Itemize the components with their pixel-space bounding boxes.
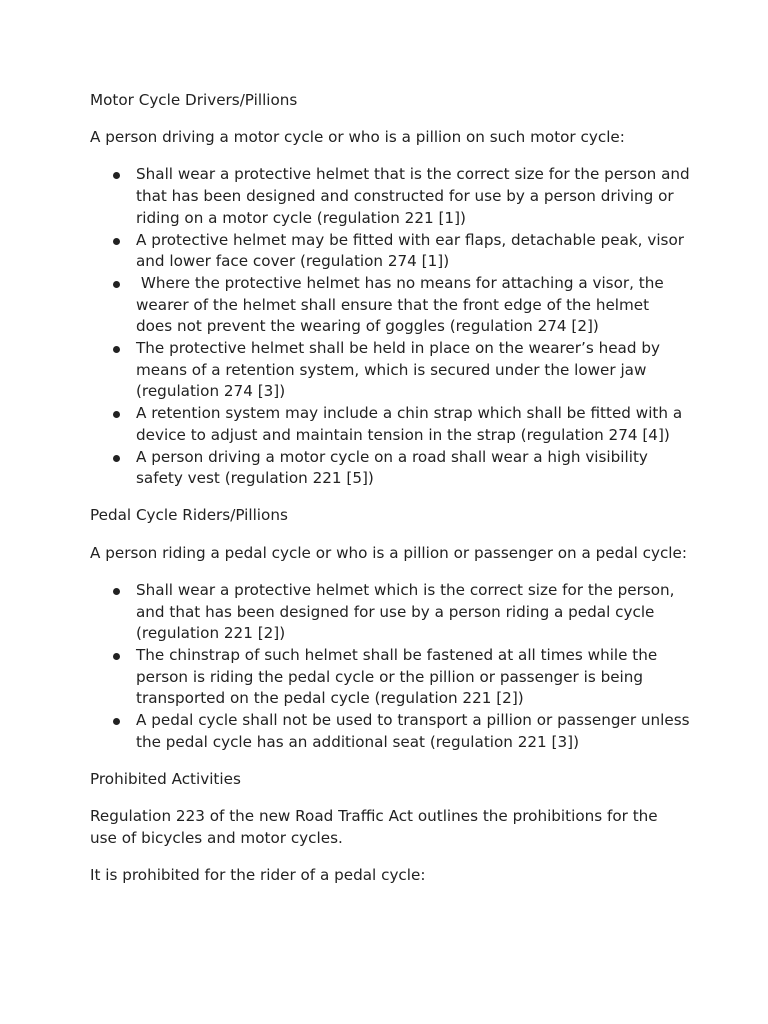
paragraph-regulation-223: [90, 806, 690, 849]
section-intro-motor-cycle: A person driving a motor cycle or who is a pillion on such motor cycle:: [90, 128, 625, 147]
list-item: [90, 230, 690, 273]
list-item-line: does not prevent the wearing of goggles (regulation 274 [2]): [136, 317, 599, 336]
bullet-icon: [113, 653, 120, 660]
section-heading-motor-cycle: Motor Cycle Drivers/Pillions: [90, 91, 298, 109]
list-item-line: A retention system may include a chin strap which shall be fitted with a: [136, 404, 683, 423]
list-item: [90, 403, 690, 446]
bullet-icon: [113, 411, 120, 418]
section-heading-prohibited-activities: Prohibited Activities: [90, 769, 241, 788]
list-item-line: and lower face cover (regulation 274 [1]): [136, 252, 450, 271]
list-item-line: (regulation 274 [3]): [136, 382, 286, 401]
paragraph-prohibited-rider: [90, 865, 690, 887]
section-heading-pedal-cycle: Pedal Cycle Riders/Pillions: [90, 506, 288, 525]
list-item-line: Shall wear a protective helmet which is the correct size for the person,: [136, 580, 675, 599]
list-item: [90, 580, 690, 645]
paragraph-line: Regulation 223 of the new Road Traffic Act outlines the prohibitions for the: [90, 807, 658, 826]
bullet-icon: [113, 455, 120, 462]
list-item-line: riding on a motor cycle (regulation 221 [1]): [136, 208, 466, 227]
list-item-line: Shall wear a protective helmet that is the correct size for the person and: [136, 165, 690, 184]
list-item-line: means of a retention system, which is secured under the lower jaw: [136, 360, 647, 379]
list-item-line: The protective helmet shall be held in place on the wearer’s head by: [136, 339, 660, 358]
document-page: [90, 90, 690, 902]
list-item-line: Where the protective helmet has no means for attaching a visor, the: [136, 273, 664, 292]
list-item-line: that has been designed and constructed for use by a person driving or: [136, 187, 674, 206]
list-item-line: and that has been designed for use by a person riding a pedal cycle: [136, 602, 655, 621]
list-item-line: A person driving a motor cycle on a road shall wear a high visibility: [136, 447, 648, 466]
list-item-line: wearer of the helmet shall ensure that the front edge of the helmet: [136, 295, 650, 314]
list-item-line: The chinstrap of such helmet shall be fastened at all times while the: [136, 645, 658, 664]
list-item: [90, 645, 690, 710]
bullet-icon: [113, 281, 120, 288]
bullet-icon: [113, 588, 120, 595]
list-item: [90, 338, 690, 403]
motor-cycle-rules-list: [90, 164, 690, 490]
list-item: [90, 164, 690, 229]
list-item-line: A pedal cycle shall not be used to transport a pillion or passenger unless: [136, 711, 690, 730]
list-item-line: device to adjust and maintain tension in the strap (regulation 274 [4]): [136, 425, 670, 444]
bullet-icon: [113, 346, 120, 353]
list-item-line: transported on the pedal cycle (regulation 221 [2]): [136, 689, 524, 708]
list-item: [90, 710, 690, 753]
bullet-icon: [113, 172, 120, 179]
paragraph-line: It is prohibited for the rider of a pedal cycle:: [90, 866, 426, 885]
list-item-line: person is riding the pedal cycle or the pillion or passenger is being: [136, 667, 644, 686]
paragraph-line: use of bicycles and motor cycles.: [90, 828, 343, 847]
section-intro-pedal-cycle: A person riding a pedal cycle or who is a pillion or passenger on a pedal cycle:: [90, 543, 687, 562]
list-item: [90, 273, 690, 338]
bullet-icon: [113, 238, 120, 245]
list-item-line: safety vest (regulation 221 [5]): [136, 469, 374, 488]
list-item-line: (regulation 221 [2]): [136, 624, 286, 643]
list-item-line: A protective helmet may be fitted with ear flaps, detachable peak, visor: [136, 230, 684, 249]
pedal-cycle-rules-list: [90, 580, 690, 754]
list-item-line: the pedal cycle has an additional seat (regulation 221 [3]): [136, 732, 579, 751]
bullet-icon: [113, 718, 120, 725]
list-item: [90, 447, 690, 490]
